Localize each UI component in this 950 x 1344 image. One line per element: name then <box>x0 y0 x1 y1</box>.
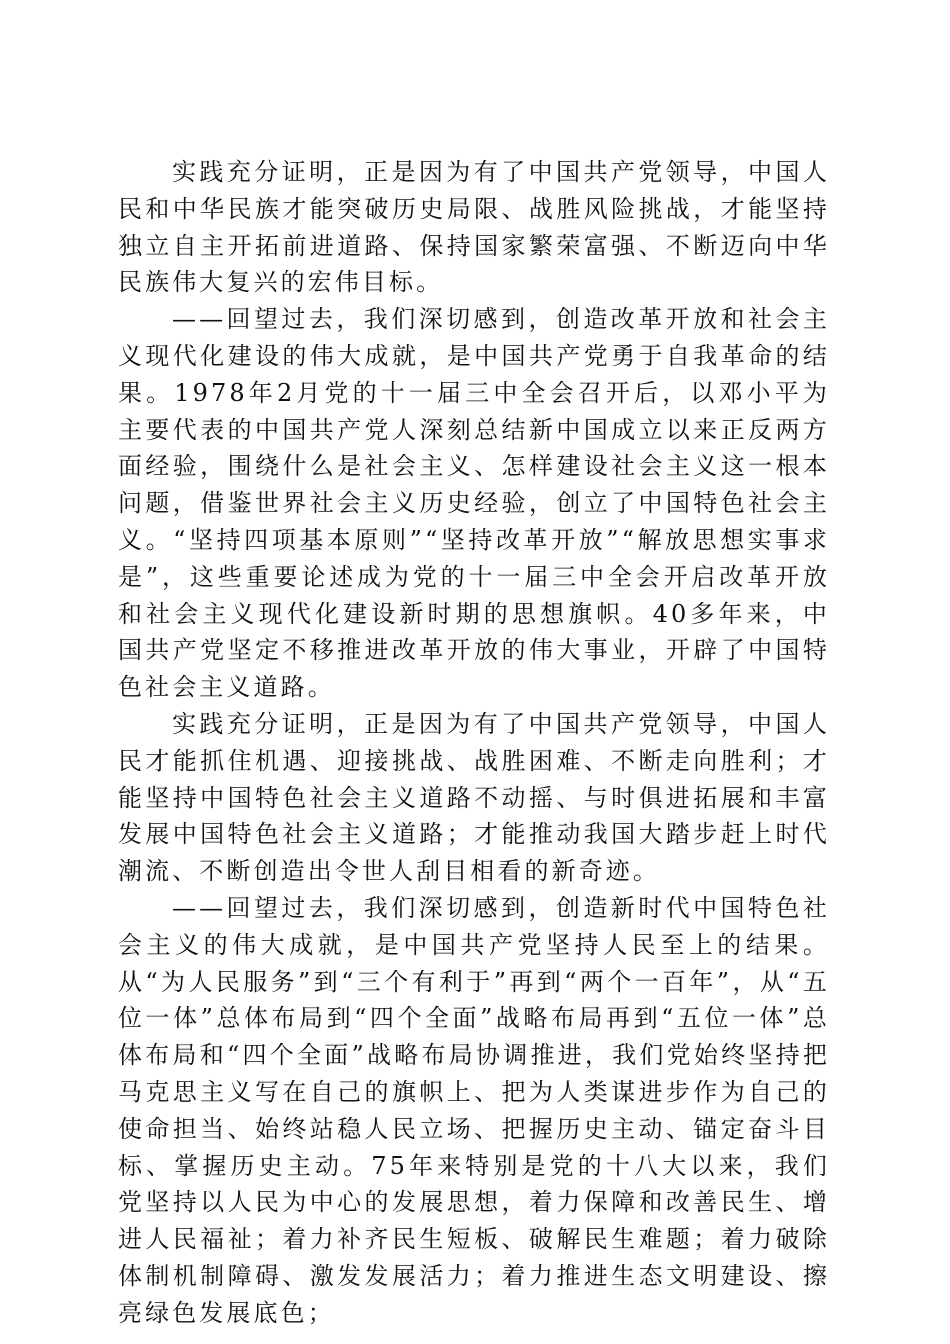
document-body <box>118 154 830 1332</box>
paragraph: ——回望过去，我们深切感到，创造改革开放和社会主义现代化建设的伟大成就，是中国共产党勇于自我革命的结果。1978年2月党的十一届三中全会召开后，以邓小平为主要代表的中国共产党人深刻总结新中国成立以来正反两方面经验，围绕什么是社会主义、怎样建设社会主义这一根本问题，借鉴世界社会主义历史经验，创立了中国特色社会主义。“坚持四项基本原则”“坚持改革开放”“解放思想实事求是”，这些重要论述成为党的十一届三中全会开启改革开放和社会主义现代化建设新时期的思想旗帜。40多年来，中国共产党坚定不移推进改革开放的伟大事业，开辟了中国特色社会主义道路。 <box>118 305 830 702</box>
paragraph: 实践充分证明，正是因为有了中国共产党领导，中国人民才能抓住机遇、迎接挑战、战胜困难、不断走向胜利；才能坚持中国特色社会主义道路不动摇、与时俱进拓展和丰富发展中国特色社会主义道路；才能推动我国大踏步赶上时代潮流、不断创造出令世人刮目相看的新奇迹。 <box>118 709 830 886</box>
paragraph: 实践充分证明，正是因为有了中国共产党领导，中国人民和中华民族才能突破历史局限、战胜风险挑战，才能坚持独立自主开拓前进道路、保持国家繁荣富强、不断迈向中华民族伟大复兴的宏伟目标。 <box>118 158 830 297</box>
paragraph: ——回望过去，我们深切感到，创造新时代中国特色社会主义的伟大成就，是中国共产党坚持人民至上的结果。从“为人民服务”到“三个有利于”再到“两个一百年”，从“五位一体”总体布局到“四个全面”战略布局再到“五位一体”总体布局和“四个全面”战略布局协调推进，我们党始终坚持把马克思主义写在自己的旗帜上、把为人类谋进步作为自己的使命担当、始终站稳人民立场、把握历史主动、锚定奋斗目标、掌握历史主动。75年来特别是党的十八大以来，我们党坚持以人民为中心的发展思想，着力保障和改善民生、增进人民福祉；着力补齐民生短板、破解民生难题；着力破除体制机制障碍、激发发展活力；着力推进生态文明建设、擦亮绿色发展底色； <box>118 893 830 1327</box>
